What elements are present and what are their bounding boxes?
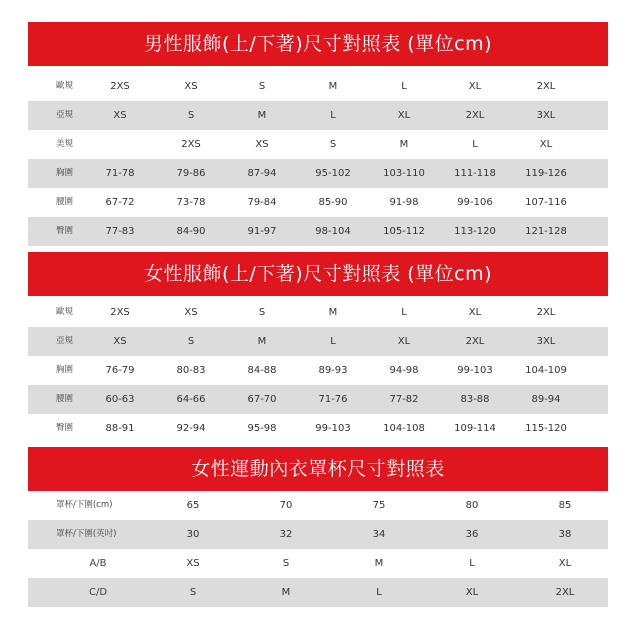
size-cell: 111-118 [454, 168, 496, 179]
size-cell: L [401, 307, 407, 318]
men-size-table [28, 72, 608, 246]
size-cell: XS [184, 307, 198, 318]
table-row [28, 101, 608, 130]
size-cell: 67-70 [247, 394, 277, 405]
size-cell: 83-88 [460, 394, 490, 405]
size-cell [85, 130, 155, 159]
size-cell: L [472, 139, 478, 150]
size-cell: 30 [186, 529, 200, 540]
row-label: 亞規 [56, 110, 74, 120]
size-cell: 2XL [465, 110, 485, 121]
size-cell: 73-78 [176, 197, 206, 208]
size-cell: 36 [465, 529, 479, 540]
table-row [28, 356, 608, 385]
size-cell: 95-98 [247, 423, 277, 434]
size-cell: 34 [372, 529, 386, 540]
size-cell: 67-72 [105, 197, 135, 208]
size-cell: 91-97 [247, 226, 277, 237]
bra-size-title: 女性運動內衣罩杯尺寸對照表 [28, 447, 608, 491]
size-cell: XL [468, 81, 482, 92]
size-cell: 3XL [536, 336, 556, 347]
size-cell: 88-91 [105, 423, 135, 434]
size-cell: L [469, 558, 475, 569]
size-cell: S [258, 307, 266, 318]
row-label: 臀圍 [56, 226, 74, 236]
row-label: 亞規 [56, 336, 74, 346]
size-cell: L [330, 110, 336, 121]
size-cell: M [374, 558, 384, 569]
size-cell: 109-114 [454, 423, 496, 434]
size-cell: S [329, 139, 337, 150]
size-cell: 65 [186, 500, 200, 511]
size-cell: 2XS [181, 139, 201, 150]
size-cell: 80-83 [176, 365, 206, 376]
bra-size-table [28, 491, 608, 607]
table-row [28, 188, 608, 217]
size-cell: 2XL [555, 587, 575, 598]
table-row [28, 130, 608, 159]
table-row [28, 578, 608, 607]
size-cell: 64-66 [176, 394, 206, 405]
row-label: 胸圍 [56, 365, 74, 375]
size-cell: 85-90 [318, 197, 348, 208]
table-row [28, 327, 608, 356]
size-cell: 89-93 [318, 365, 348, 376]
size-cell: S [282, 558, 290, 569]
row-label: 胸圍 [56, 168, 74, 178]
size-cell: 38 [558, 529, 572, 540]
size-cell: 85 [558, 500, 572, 511]
table-row [28, 520, 608, 549]
size-cell: 71-76 [318, 394, 348, 405]
row-label: 美規 [56, 139, 74, 149]
size-cell: 104-108 [383, 423, 425, 434]
size-cell: L [401, 81, 407, 92]
size-cell: S [187, 110, 195, 121]
row-label: 腰圍 [56, 394, 74, 404]
row-label: 歐規 [56, 81, 74, 91]
size-cell: 75 [372, 500, 386, 511]
size-cell: M [257, 110, 267, 121]
size-cell: XS [184, 81, 198, 92]
size-cell: L [376, 587, 382, 598]
size-cell: 70 [279, 500, 293, 511]
size-cell: 77-82 [389, 394, 419, 405]
size-cell: M [257, 336, 267, 347]
size-cell: S [258, 81, 266, 92]
size-cell: 89-94 [531, 394, 561, 405]
row-label: 腰圍 [56, 197, 74, 207]
size-cell: XL [397, 336, 411, 347]
size-cell: 2XS [110, 81, 130, 92]
size-cell: 99-103 [457, 365, 493, 376]
size-cell: L [330, 336, 336, 347]
size-cell: S [187, 336, 195, 347]
women-size-table [28, 298, 608, 443]
table-row [28, 298, 608, 327]
size-cell: M [328, 307, 338, 318]
size-cell: XS [186, 558, 200, 569]
size-cell: 91-98 [389, 197, 419, 208]
table-row [28, 217, 608, 246]
size-cell: M [399, 139, 409, 150]
size-cell: 3XL [536, 110, 556, 121]
size-cell: 60-63 [105, 394, 135, 405]
row-label: A/B [89, 558, 107, 569]
row-label: 歐規 [56, 307, 74, 317]
size-cell: XS [113, 336, 127, 347]
size-cell: XL [539, 139, 553, 150]
size-cell: 79-84 [247, 197, 277, 208]
size-cell: 2XL [536, 81, 556, 92]
size-cell: 121-128 [525, 226, 567, 237]
size-cell: 2XL [465, 336, 485, 347]
row-label: 罩杯/下圍(cm) [56, 500, 113, 510]
size-cell: 2XL [536, 307, 556, 318]
row-label: 臀圍 [56, 423, 74, 433]
size-cell: M [281, 587, 291, 598]
size-cell: XL [397, 110, 411, 121]
size-cell: 77-83 [105, 226, 135, 237]
size-cell: 92-94 [176, 423, 206, 434]
size-cell: 104-109 [525, 365, 567, 376]
table-row [28, 72, 608, 101]
size-cell: 119-126 [525, 168, 567, 179]
size-cell: 87-94 [247, 168, 277, 179]
table-row [28, 491, 608, 520]
size-cell: XS [255, 139, 269, 150]
size-cell: 80 [465, 500, 479, 511]
size-cell: S [189, 587, 197, 598]
size-cell: 94-98 [389, 365, 419, 376]
size-cell: 76-79 [105, 365, 135, 376]
row-label: 罩杯/下圍(英吋) [56, 529, 117, 539]
size-cell: XL [558, 558, 572, 569]
size-cell: 98-104 [315, 226, 351, 237]
size-cell: 84-90 [176, 226, 206, 237]
size-cell: 99-103 [315, 423, 351, 434]
size-cell: 113-120 [454, 226, 496, 237]
size-cell: XS [113, 110, 127, 121]
men-size-title: 男性服飾(上/下著)尺寸對照表 (單位cm) [28, 22, 608, 66]
size-cell: 2XS [110, 307, 130, 318]
size-cell: XL [465, 587, 479, 598]
size-cell: 107-116 [525, 197, 567, 208]
table-row [28, 159, 608, 188]
size-cell: 71-78 [105, 168, 135, 179]
size-cell: 84-88 [247, 365, 277, 376]
size-cell: XL [468, 307, 482, 318]
table-row [28, 549, 608, 578]
table-row [28, 414, 608, 443]
size-cell: 95-102 [315, 168, 351, 179]
row-label: C/D [88, 587, 108, 598]
size-cell: 105-112 [383, 226, 425, 237]
size-cell: 32 [279, 529, 293, 540]
size-cell: 79-86 [176, 168, 206, 179]
size-cell: M [328, 81, 338, 92]
women-size-title: 女性服飾(上/下著)尺寸對照表 (單位cm) [28, 252, 608, 296]
size-cell: 115-120 [525, 423, 567, 434]
table-row [28, 385, 608, 414]
size-cell: 103-110 [383, 168, 425, 179]
size-cell: 99-106 [457, 197, 493, 208]
